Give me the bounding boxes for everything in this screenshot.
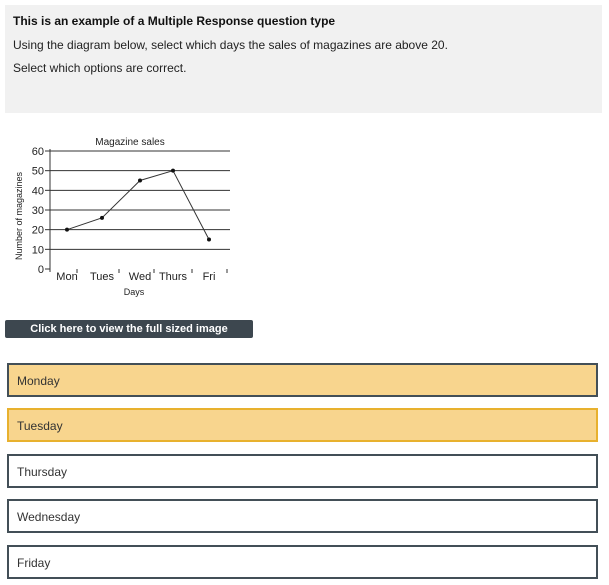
magazine-sales-chart (10, 130, 250, 305)
data-point (171, 169, 175, 173)
y-tick-label: 50 (31, 165, 44, 178)
y-tick-label: 30 (31, 205, 44, 217)
y-tick-label: 10 (31, 244, 44, 257)
data-point (138, 179, 142, 183)
x-tick-label: Wed (128, 271, 152, 283)
view-full-image-button[interactable]: Click here to view the full sized image (5, 320, 253, 338)
option-label: Monday (17, 374, 60, 388)
y-tick-label: 0 (37, 264, 44, 276)
option-label: Tuesday (17, 419, 63, 433)
chart-svg (10, 130, 250, 305)
y-tick-label: 40 (31, 185, 44, 198)
x-tick-label: Mon (56, 271, 78, 283)
y-axis-label: Number of magazines (14, 171, 24, 261)
option-thursday[interactable] (7, 454, 598, 488)
question-text: Using the diagram below, select which days the sales of magazines are above 20. (13, 38, 448, 52)
option-monday[interactable] (7, 363, 598, 397)
y-tick-label: 20 (31, 224, 44, 237)
question-instruction: Select which options are correct. (13, 61, 187, 75)
chart-title: Magazine sales (95, 137, 165, 148)
option-label: Friday (17, 556, 51, 570)
x-tick-label: Fri (202, 271, 216, 283)
x-axis-label: Days (123, 287, 145, 297)
y-tick-label: 60 (31, 146, 44, 158)
data-point (207, 238, 211, 242)
data-point (100, 216, 104, 220)
data-point (65, 228, 69, 232)
option-label: Wednesday (17, 510, 81, 524)
x-tick-label: Tues (89, 271, 115, 283)
option-wednesday[interactable] (7, 499, 598, 533)
option-label: Thursday (17, 465, 68, 479)
question-title: This is an example of a Multiple Response question type (13, 14, 336, 28)
x-tick-label: Thurs (158, 271, 188, 283)
option-friday[interactable] (7, 545, 598, 579)
option-tuesday[interactable] (7, 408, 598, 442)
question-panel (5, 5, 602, 113)
